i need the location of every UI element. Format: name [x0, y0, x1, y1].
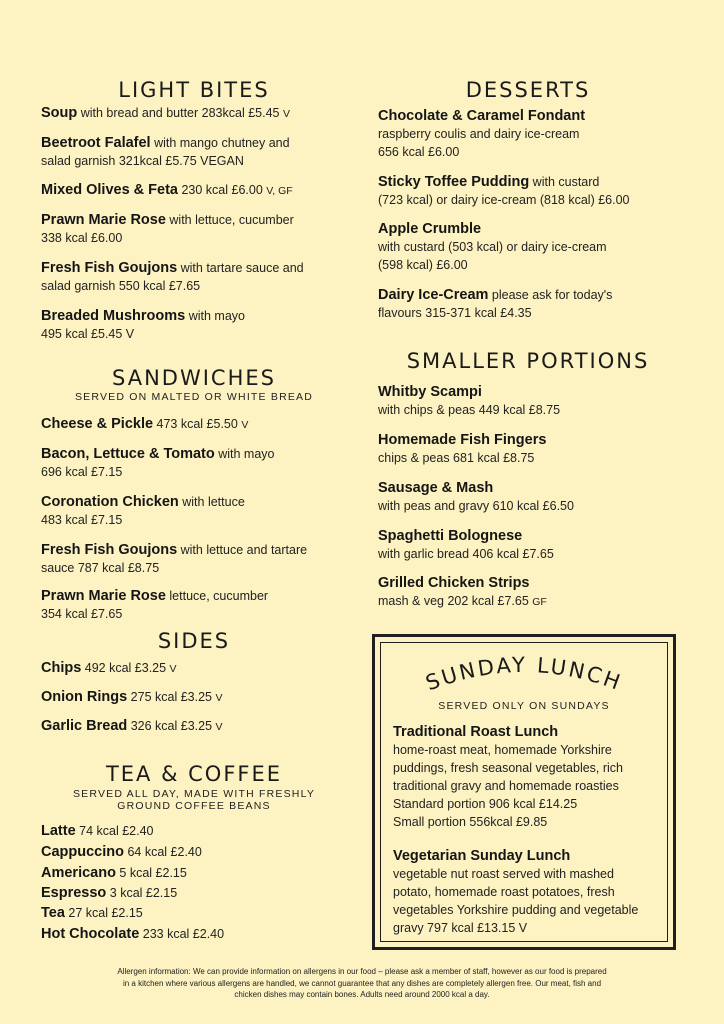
- menu-item: [41, 445, 275, 481]
- item-desc-line2: salad garnish 550 kcal £7.65: [41, 279, 201, 293]
- item-name: Soup: [41, 105, 78, 121]
- menu-item: [41, 307, 245, 343]
- item-desc: 326 kcal £3.25: [127, 719, 216, 733]
- item-name: Bacon, Lettuce & Tomato: [41, 446, 215, 462]
- sunday-roast-item: [393, 723, 623, 831]
- item-desc-line: traditional gravy and homemade roasties: [393, 779, 619, 793]
- menu-item: [41, 822, 154, 840]
- item-desc: 3 kcal £2.15: [106, 886, 178, 900]
- menu-item: [378, 431, 546, 467]
- item-name: Vegetarian Sunday Lunch: [393, 848, 571, 864]
- light-bites-heading: LIGHT BITES: [118, 78, 270, 102]
- item-desc: 5 kcal £2.15: [115, 866, 187, 880]
- sunday-lunch-heading: [375, 637, 673, 707]
- sunday-lunch-title: SUNDAY LUNCH: [422, 652, 626, 696]
- item-desc: with tartare sauce and: [177, 261, 304, 275]
- item-name: Breaded Mushrooms: [41, 308, 186, 324]
- menu-item: [378, 479, 574, 515]
- item-name: Cheese & Pickle: [41, 416, 154, 432]
- menu-item: [41, 134, 290, 170]
- menu-item: [41, 211, 294, 247]
- item-desc-line: home-roast meat, homemade Yorkshire: [393, 743, 612, 757]
- item-desc-line2: 338 kcal £6.00: [41, 231, 123, 245]
- item-desc-line2: salad garnish 321kcal £5.75 VEGAN: [41, 154, 244, 168]
- item-name: Espresso: [41, 885, 107, 901]
- sunday-veg-item: [393, 847, 638, 937]
- item-name: Onion Rings: [41, 689, 128, 705]
- sunday-lunch-box: [372, 634, 676, 950]
- item-desc: with mayo: [185, 309, 245, 323]
- menu-item: [41, 843, 202, 861]
- item-desc: please ask for today's: [488, 288, 613, 302]
- item-name: Prawn Marie Rose: [41, 588, 166, 604]
- item-desc-line2: 696 kcal £7.15: [41, 465, 123, 479]
- item-name: Chocolate & Caramel Fondant: [378, 108, 586, 124]
- item-desc: with lettuce: [178, 495, 245, 509]
- item-desc-line2: with garlic bread 406 kcal £7.65: [378, 547, 554, 561]
- sides-heading: SIDES: [157, 629, 231, 653]
- item-tag: V: [215, 692, 223, 704]
- item-desc-line: vegetable nut roast served with mashed: [393, 867, 614, 881]
- item-name: Fresh Fish Goujons: [41, 542, 178, 558]
- sandwiches-heading: SANDWICHES: [112, 366, 276, 390]
- menu-item: [378, 574, 547, 611]
- item-name: Latte: [41, 823, 76, 839]
- menu-item: [378, 173, 630, 209]
- item-name: Traditional Roast Lunch: [393, 724, 559, 740]
- menu-item: [41, 181, 293, 200]
- menu-item: [378, 383, 560, 419]
- menu-item: [41, 659, 177, 678]
- sunday-lunch-subtitle: SERVED ONLY ON SUNDAYS: [438, 700, 610, 712]
- item-desc-line: Standard portion 906 kcal £14.25: [393, 797, 578, 811]
- item-desc-line2: 354 kcal £7.65: [41, 607, 123, 621]
- item-name: Prawn Marie Rose: [41, 212, 166, 228]
- item-desc: 74 kcal £2.40: [75, 824, 154, 838]
- item-desc-line: vegetables Yorkshire pudding and vegetable: [393, 903, 639, 917]
- item-name: Whitby Scampi: [378, 384, 482, 400]
- item-desc-line2: 483 kcal £7.15: [41, 513, 123, 527]
- menu-item: [41, 541, 307, 577]
- item-desc-line3: (598 kcal) £6.00: [378, 258, 468, 272]
- menu-item: [41, 717, 223, 736]
- item-desc: with mayo: [214, 447, 275, 461]
- item-desc-line: Small portion 556kcal £9.85: [393, 815, 548, 829]
- item-name: Garlic Bread: [41, 718, 128, 734]
- item-desc-line: gravy 797 kcal £13.15 V: [393, 921, 528, 935]
- item-name: Homemade Fish Fingers: [378, 432, 547, 448]
- item-desc: with custard: [529, 175, 600, 189]
- item-desc-line3: 656 kcal £6.00: [378, 145, 460, 159]
- item-name: Sticky Toffee Pudding: [378, 174, 530, 190]
- item-desc: with mango chutney and: [150, 136, 290, 150]
- item-name: Grilled Chicken Strips: [378, 575, 530, 591]
- item-tag: GF: [532, 596, 547, 608]
- item-name: Chips: [41, 660, 82, 676]
- menu-item: [41, 925, 224, 943]
- item-name: Tea: [41, 905, 65, 921]
- item-desc: 275 kcal £3.25: [127, 690, 216, 704]
- tea-coffee-heading: TEA & COFFEE: [105, 762, 283, 786]
- item-desc-line2: sauce 787 kcal £8.75: [41, 561, 160, 575]
- item-desc-line2: mash & veg 202 kcal £7.65: [378, 594, 533, 608]
- item-desc: 230 kcal £6.00: [178, 183, 267, 197]
- menu-item: [41, 904, 143, 922]
- item-desc-line2: with chips & peas 449 kcal £8.75: [378, 403, 561, 417]
- item-name: Sausage & Mash: [378, 480, 494, 496]
- item-desc-line2: with custard (503 kcal) or dairy ice-cream: [378, 240, 607, 254]
- menu-item: [378, 107, 585, 161]
- menu-item: [41, 493, 245, 529]
- item-name: Beetroot Falafel: [41, 135, 151, 151]
- svg-text:SUNDAY LUNCH: [423, 653, 626, 695]
- item-desc-line2: chips & peas 681 kcal £8.75: [378, 451, 535, 465]
- item-desc-line: potato, homemade roast potatoes, fresh: [393, 885, 615, 899]
- item-desc-line2: 495 kcal £5.45 V: [41, 327, 135, 341]
- menu-item: [41, 259, 304, 295]
- item-tag: V: [241, 419, 249, 431]
- item-tag: V: [215, 721, 223, 733]
- item-name: Dairy Ice-Cream: [378, 287, 489, 303]
- menu-item: [41, 884, 177, 902]
- menu-item: [378, 527, 554, 563]
- tea-coffee-subtitle-1: SERVED ALL DAY, MADE WITH FRESHLY: [72, 788, 316, 800]
- item-name: Mixed Olives & Feta: [41, 182, 178, 198]
- menu-item: [41, 587, 268, 623]
- item-desc: with bread and butter 283kcal £5.45: [77, 106, 283, 120]
- item-tag: V, GF: [266, 185, 293, 197]
- allergen-line: Allergen information: We can provide information on allergens in our food – please ask a member of staff, however as our food is prepared: [117, 967, 607, 976]
- item-name: Spaghetti Bolognese: [378, 528, 523, 544]
- item-desc: 492 kcal £3.25: [81, 661, 170, 675]
- item-tag: V: [282, 108, 290, 120]
- menu-item: [41, 104, 290, 123]
- item-name: Hot Chocolate: [41, 926, 140, 942]
- item-desc: 27 kcal £2.15: [64, 906, 143, 920]
- item-desc-line2: raspberry coulis and dairy ice-cream: [378, 127, 580, 141]
- item-desc-line2: with peas and gravy 610 kcal £6.50: [378, 499, 574, 513]
- item-desc-line2: flavours 315-371 kcal £4.35: [378, 306, 532, 320]
- item-desc: 473 kcal £5.50: [153, 417, 242, 431]
- menu-item: [41, 415, 248, 434]
- item-desc: 233 kcal £2.40: [139, 927, 225, 941]
- item-name: Americano: [41, 865, 116, 881]
- allergen-line: in a kitchen where various allergens are handled, we cannot guarantee that any dishes are completely allergen free. Our meat, fish and: [122, 978, 602, 988]
- item-name: Fresh Fish Goujons: [41, 260, 178, 276]
- menu-item: [41, 864, 187, 882]
- allergen-line: chicken dishes may contain bones. Adults need around 2000 kcal a day.: [234, 990, 490, 999]
- item-desc: 64 kcal £2.40: [123, 845, 202, 859]
- menu-item: [378, 220, 607, 274]
- menu-item: [41, 688, 222, 707]
- item-name: Coronation Chicken: [41, 494, 179, 510]
- allergen-information: [80, 966, 644, 1001]
- tea-coffee-subtitle-2: GROUND COFFEE BEANS: [117, 800, 271, 812]
- item-desc: lettuce, cucumber: [165, 589, 269, 603]
- item-name: Cappuccino: [41, 844, 124, 860]
- menu-item: [378, 286, 612, 322]
- desserts-heading: DESSERTS: [465, 78, 591, 102]
- item-desc: with lettuce and tartare: [177, 543, 308, 557]
- item-desc: with lettuce, cucumber: [165, 213, 294, 227]
- item-name: Apple Crumble: [378, 221, 482, 237]
- item-desc-line2: (723 kcal) or dairy ice-cream (818 kcal) £6.00: [378, 193, 630, 207]
- item-tag: V: [169, 663, 177, 675]
- item-desc-line: puddings, fresh seasonal vegetables, rich: [393, 761, 624, 775]
- sandwiches-subtitle: SERVED ON MALTED OR WHITE BREAD: [74, 391, 314, 403]
- smaller-portions-heading: SMALLER PORTIONS: [406, 349, 650, 373]
